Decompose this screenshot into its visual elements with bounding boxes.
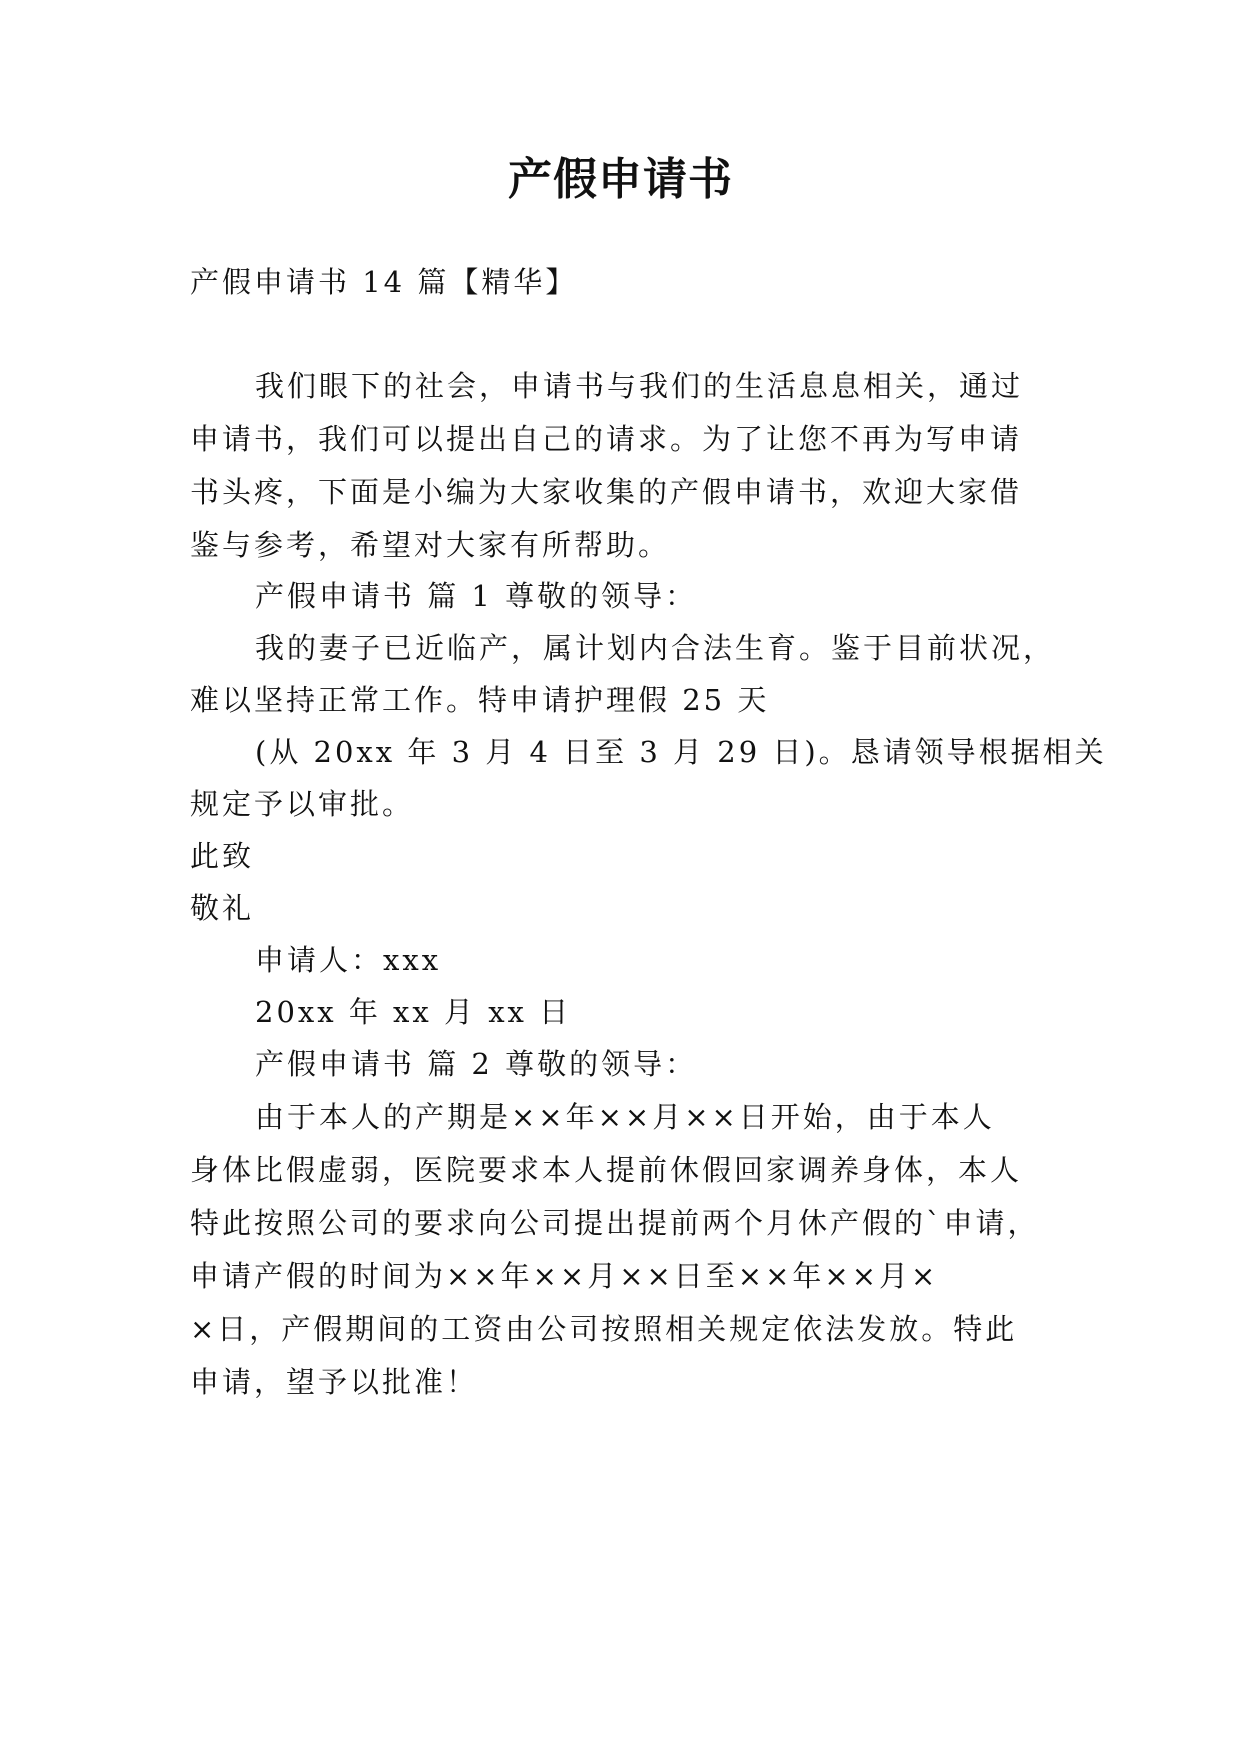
article-1-line-3: (从 20xx 年 3 月 4 日至 3 月 29 日)。恳请领导根据相关 xyxy=(255,735,1107,769)
article-2-heading: 产假申请书 篇 2 尊敬的领导： xyxy=(255,1047,698,1081)
intro-line-4: 鉴与参考，希望对大家有所帮助。 xyxy=(190,528,671,562)
intro-line-2: 申请书，我们可以提出自己的请求。为了让您不再为写申请 xyxy=(190,422,1023,456)
article-2-line-1: 由于本人的产期是××年××月××日开始，由于本人 xyxy=(255,1100,995,1134)
intro-line-1: 我们眼下的社会，申请书与我们的生活息息相关，通过 xyxy=(255,369,1024,403)
applicant-line: 申请人：xxx xyxy=(255,943,442,977)
article-2-line-5: ×日，产假期间的工资由公司按照相关规定依法发放。特此 xyxy=(190,1312,1018,1346)
article-1-line-1: 我的妻子已近临产，属计划内合法生育。鉴于目前状况， xyxy=(255,631,1056,665)
article-1-heading: 产假申请书 篇 1 尊敬的领导： xyxy=(255,579,698,613)
article-1-line-2: 难以坚持正常工作。特申请护理假 25 天 xyxy=(190,683,770,717)
closing-salutation: 此致 xyxy=(190,839,255,873)
closing-regards: 敬礼 xyxy=(190,891,255,925)
document-title: 产假申请书 xyxy=(508,154,733,205)
article-2-line-4: 申请产假的时间为××年××月××日至××年××月× xyxy=(190,1259,939,1293)
document-subtitle: 产假申请书 14 篇【精华】 xyxy=(190,265,578,299)
intro-line-3: 书头疼，下面是小编为大家收集的产假申请书，欢迎大家借 xyxy=(190,475,1023,509)
article-2-line-6: 申请，望予以批准！ xyxy=(190,1365,479,1399)
article-2-line-2: 身体比假虚弱，医院要求本人提前休假回家调养身体，本人 xyxy=(190,1153,1023,1187)
article-1-line-4: 规定予以审批。 xyxy=(190,787,415,821)
article-2-line-3: 特此按照公司的要求向公司提出提前两个月休产假的`申请， xyxy=(190,1206,1040,1240)
date-line: 20xx 年 xx 月 xx 日 xyxy=(255,995,572,1029)
